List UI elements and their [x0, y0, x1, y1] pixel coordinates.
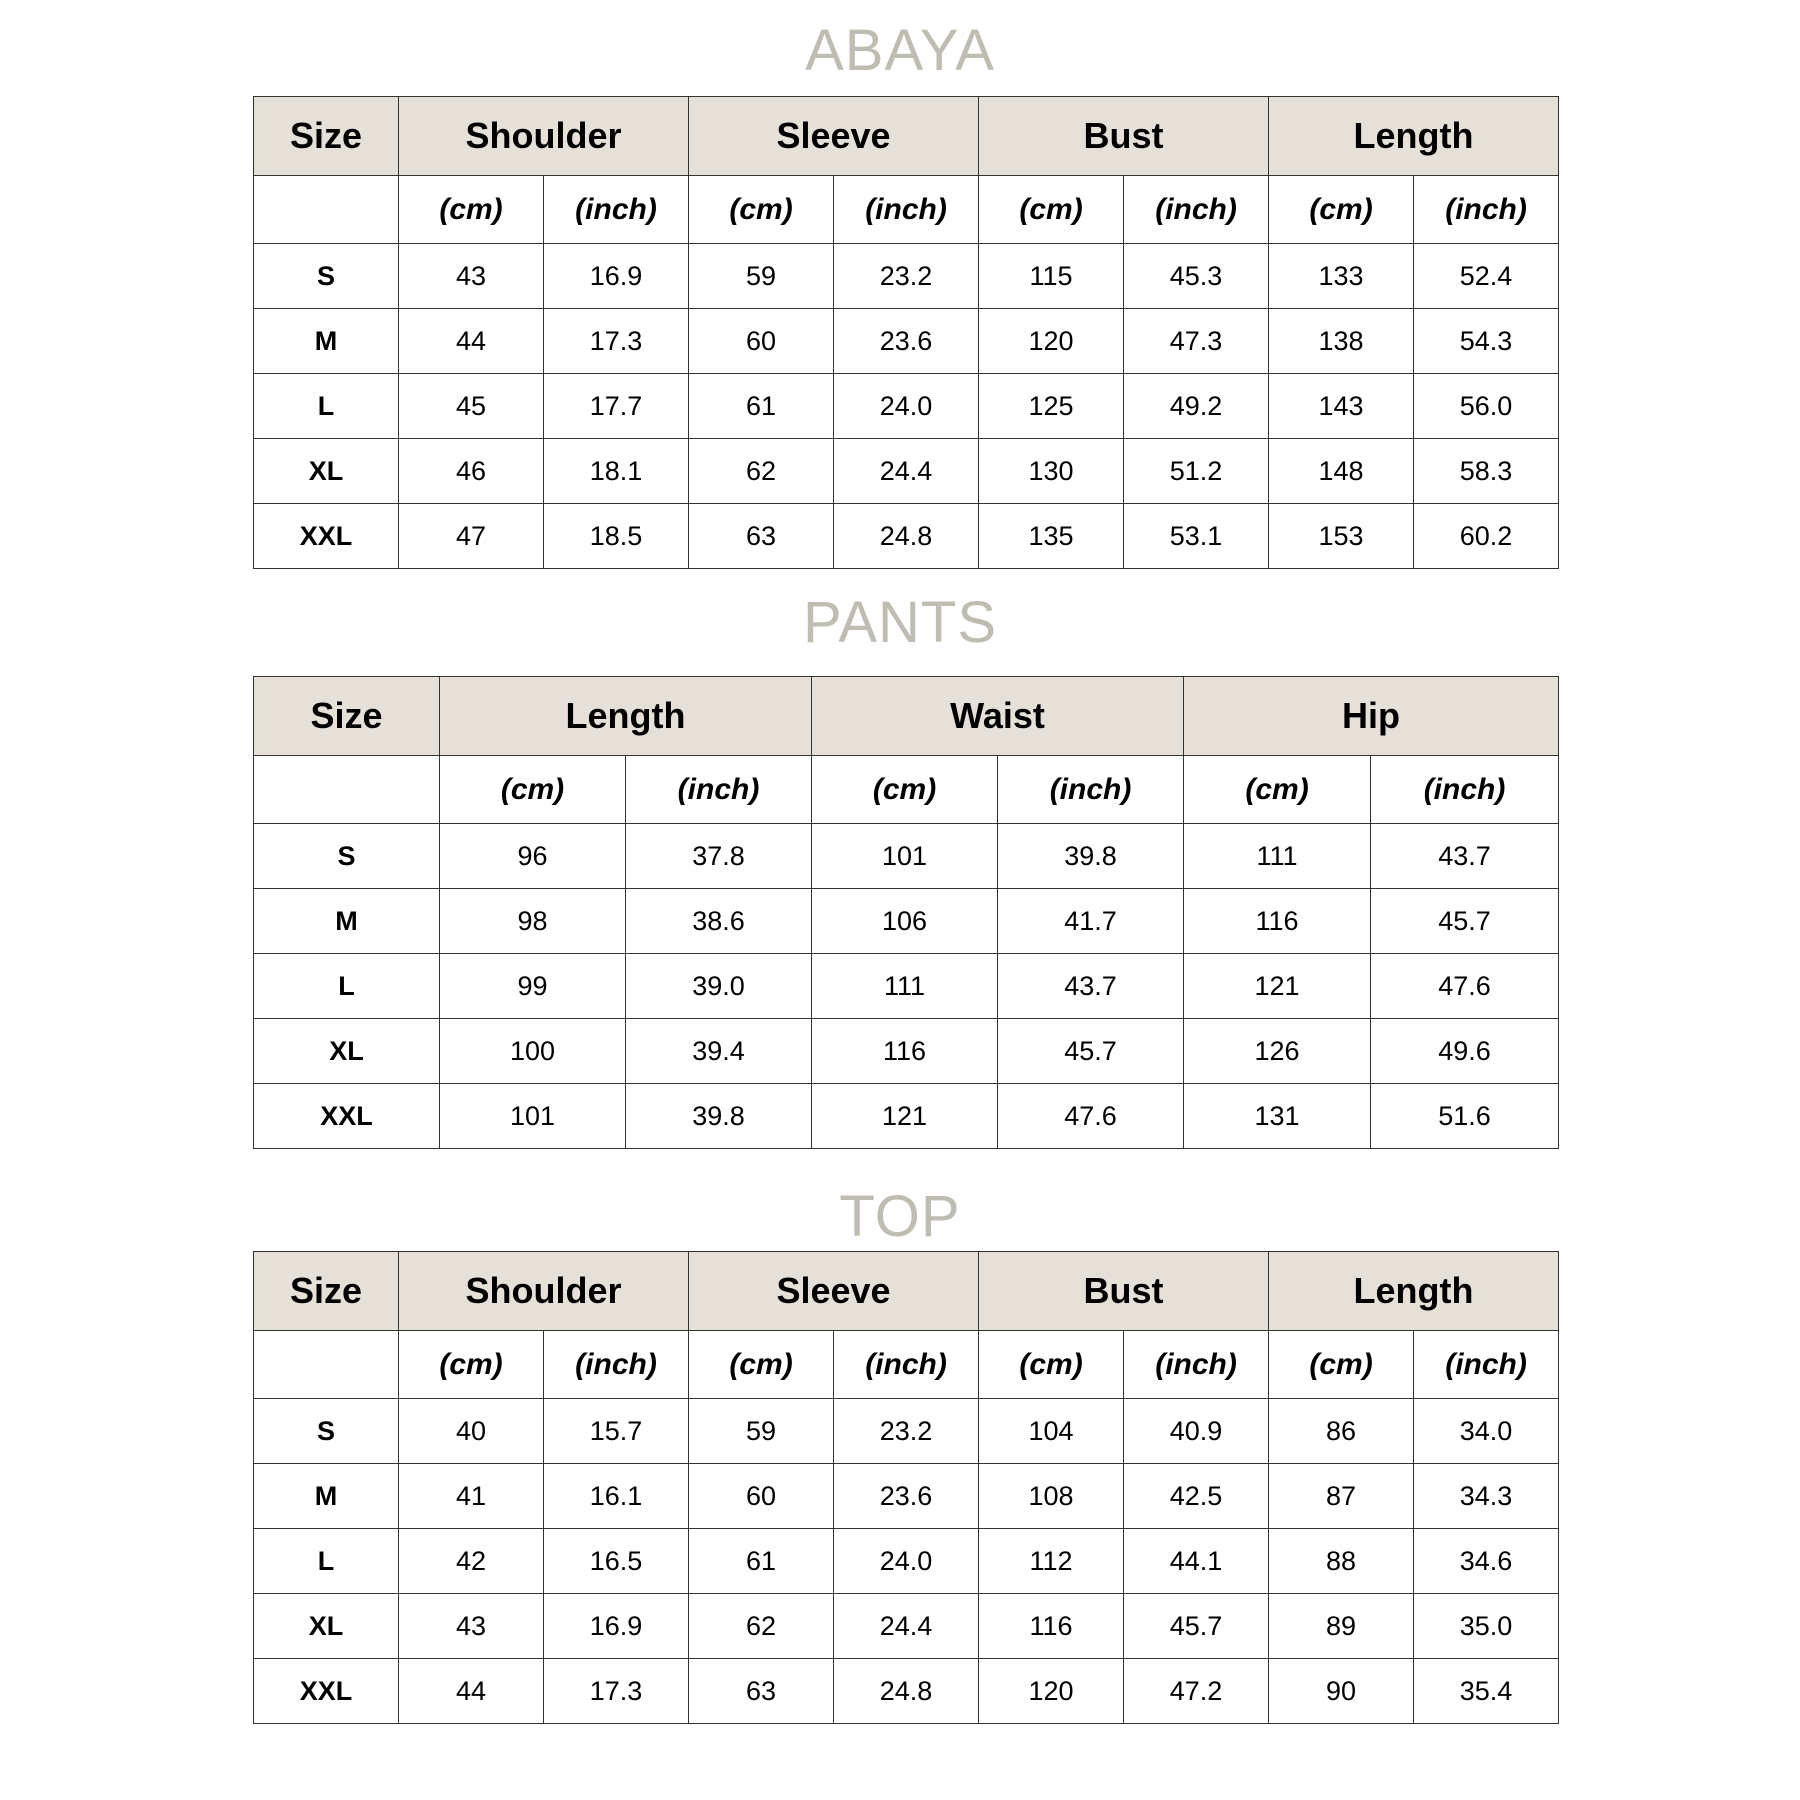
abaya-measurement-cell: 115	[979, 244, 1124, 309]
top-measurement-cell: 120	[979, 1659, 1124, 1724]
abaya-measurement-cell: 125	[979, 374, 1124, 439]
top-table-row	[254, 1399, 1559, 1464]
abaya-measurement-cell: 138	[1269, 309, 1414, 374]
top-unit-label: (inch)	[1414, 1331, 1559, 1399]
abaya-unit-label: (inch)	[1414, 176, 1559, 244]
top-measurement-cell: 90	[1269, 1659, 1414, 1724]
abaya-measurement-cell: 23.6	[834, 309, 979, 374]
pants-measurement-cell: 38.6	[626, 889, 812, 954]
abaya-group-header: Bust	[979, 97, 1269, 176]
top-size-label: S	[254, 1399, 399, 1464]
abaya-measurement-cell: 58.3	[1414, 439, 1559, 504]
top-measurement-cell: 16.1	[544, 1464, 689, 1529]
top-measurement-cell: 42.5	[1124, 1464, 1269, 1529]
pants-measurement-cell: 45.7	[1371, 889, 1559, 954]
top-measurement-cell: 41	[399, 1464, 544, 1529]
pants-measurement-cell: 99	[440, 954, 626, 1019]
top-measurement-cell: 89	[1269, 1594, 1414, 1659]
pants-size-label: S	[254, 824, 440, 889]
abaya-measurement-cell: 47.3	[1124, 309, 1269, 374]
abaya-measurement-cell: 23.2	[834, 244, 979, 309]
pants-measurement-cell: 43.7	[998, 954, 1184, 1019]
abaya-measurement-cell: 45.3	[1124, 244, 1269, 309]
pants-group-header: Length	[440, 677, 812, 756]
top-size-table	[253, 1251, 1559, 1724]
abaya-unit-label: (cm)	[689, 176, 834, 244]
pants-size-label: L	[254, 954, 440, 1019]
abaya-measurement-cell: 18.1	[544, 439, 689, 504]
top-measurement-cell: 24.8	[834, 1659, 979, 1724]
abaya-measurement-cell: 148	[1269, 439, 1414, 504]
top-measurement-cell: 104	[979, 1399, 1124, 1464]
pants-unit-label: (cm)	[1184, 756, 1371, 824]
abaya-unit-label: (cm)	[1269, 176, 1414, 244]
abaya-group-header: Sleeve	[689, 97, 979, 176]
pants-measurement-cell: 121	[812, 1084, 998, 1149]
top-unit-label: (cm)	[979, 1331, 1124, 1399]
pants-measurement-cell: 100	[440, 1019, 626, 1084]
top-measurement-cell: 45.7	[1124, 1594, 1269, 1659]
abaya-unit-row	[254, 176, 1559, 244]
top-unit-label: (cm)	[399, 1331, 544, 1399]
pants-size-header: Size	[254, 677, 440, 756]
pants-title: PANTS	[802, 590, 998, 655]
top-size-header: Size	[254, 1252, 399, 1331]
top-size-label: XL	[254, 1594, 399, 1659]
top-measurement-cell: 34.3	[1414, 1464, 1559, 1529]
pants-table-row	[254, 824, 1559, 889]
abaya-measurement-cell: 24.0	[834, 374, 979, 439]
pants-table-row	[254, 954, 1559, 1019]
abaya-header-row	[254, 97, 1559, 176]
pants-measurement-cell: 47.6	[1371, 954, 1559, 1019]
pants-measurement-cell: 111	[1184, 824, 1371, 889]
abaya-size-label: S	[254, 244, 399, 309]
abaya-measurement-cell: 46	[399, 439, 544, 504]
top-unit-label: (inch)	[1124, 1331, 1269, 1399]
abaya-unit-label: (inch)	[1124, 176, 1269, 244]
abaya-measurement-cell: 16.9	[544, 244, 689, 309]
abaya-measurement-cell: 130	[979, 439, 1124, 504]
top-measurement-cell: 47.2	[1124, 1659, 1269, 1724]
abaya-measurement-cell: 56.0	[1414, 374, 1559, 439]
abaya-measurement-cell: 49.2	[1124, 374, 1269, 439]
abaya-measurement-cell: 18.5	[544, 504, 689, 569]
top-measurement-cell: 35.4	[1414, 1659, 1559, 1724]
pants-table-row	[254, 889, 1559, 954]
abaya-measurement-cell: 60.2	[1414, 504, 1559, 569]
top-measurement-cell: 34.6	[1414, 1529, 1559, 1594]
top-measurement-cell: 42	[399, 1529, 544, 1594]
abaya-unit-blank	[254, 176, 399, 244]
top-measurement-cell: 62	[689, 1594, 834, 1659]
top-measurement-cell: 16.5	[544, 1529, 689, 1594]
top-unit-label: (cm)	[689, 1331, 834, 1399]
abaya-size-label: XXL	[254, 504, 399, 569]
pants-measurement-cell: 116	[1184, 889, 1371, 954]
top-size-label: XXL	[254, 1659, 399, 1724]
pants-measurement-cell: 39.4	[626, 1019, 812, 1084]
abaya-unit-label: (inch)	[544, 176, 689, 244]
pants-table-row	[254, 1019, 1559, 1084]
top-group-header: Length	[1269, 1252, 1559, 1331]
top-measurement-cell: 59	[689, 1399, 834, 1464]
abaya-measurement-cell: 153	[1269, 504, 1414, 569]
pants-measurement-cell: 106	[812, 889, 998, 954]
top-table-row	[254, 1464, 1559, 1529]
top-size-label: M	[254, 1464, 399, 1529]
abaya-measurement-cell: 47	[399, 504, 544, 569]
abaya-size-label: XL	[254, 439, 399, 504]
pants-measurement-cell: 45.7	[998, 1019, 1184, 1084]
top-table-row	[254, 1659, 1559, 1724]
pants-measurement-cell: 37.8	[626, 824, 812, 889]
abaya-table-row	[254, 504, 1559, 569]
top-measurement-cell: 16.9	[544, 1594, 689, 1659]
abaya-measurement-cell: 45	[399, 374, 544, 439]
pants-measurement-cell: 101	[440, 1084, 626, 1149]
top-measurement-cell: 87	[1269, 1464, 1414, 1529]
pants-measurement-cell: 51.6	[1371, 1084, 1559, 1149]
abaya-size-table	[253, 96, 1559, 569]
top-measurement-cell: 60	[689, 1464, 834, 1529]
pants-table-row	[254, 1084, 1559, 1149]
pants-measurement-cell: 131	[1184, 1084, 1371, 1149]
abaya-size-label: M	[254, 309, 399, 374]
pants-measurement-cell: 96	[440, 824, 626, 889]
pants-size-label: XL	[254, 1019, 440, 1084]
abaya-unit-label: (cm)	[979, 176, 1124, 244]
top-group-header: Shoulder	[399, 1252, 689, 1331]
abaya-measurement-cell: 17.7	[544, 374, 689, 439]
top-unit-row	[254, 1331, 1559, 1399]
abaya-measurement-cell: 24.4	[834, 439, 979, 504]
abaya-measurement-cell: 63	[689, 504, 834, 569]
abaya-unit-label: (cm)	[399, 176, 544, 244]
top-measurement-cell: 63	[689, 1659, 834, 1724]
pants-measurement-cell: 98	[440, 889, 626, 954]
top-measurement-cell: 34.0	[1414, 1399, 1559, 1464]
top-measurement-cell: 40.9	[1124, 1399, 1269, 1464]
pants-measurement-cell: 39.0	[626, 954, 812, 1019]
top-measurement-cell: 44	[399, 1659, 544, 1724]
abaya-measurement-cell: 44	[399, 309, 544, 374]
pants-unit-label: (inch)	[1371, 756, 1559, 824]
pants-size-label: XXL	[254, 1084, 440, 1149]
abaya-size-header: Size	[254, 97, 399, 176]
abaya-measurement-cell: 17.3	[544, 309, 689, 374]
top-measurement-cell: 88	[1269, 1529, 1414, 1594]
abaya-measurement-cell: 54.3	[1414, 309, 1559, 374]
top-unit-label: (inch)	[544, 1331, 689, 1399]
abaya-table-row	[254, 309, 1559, 374]
abaya-measurement-cell: 52.4	[1414, 244, 1559, 309]
top-measurement-cell: 86	[1269, 1399, 1414, 1464]
top-measurement-cell: 116	[979, 1594, 1124, 1659]
abaya-measurement-cell: 120	[979, 309, 1124, 374]
pants-measurement-cell: 121	[1184, 954, 1371, 1019]
top-group-header: Bust	[979, 1252, 1269, 1331]
top-measurement-cell: 43	[399, 1594, 544, 1659]
top-measurement-cell: 35.0	[1414, 1594, 1559, 1659]
abaya-measurement-cell: 59	[689, 244, 834, 309]
top-measurement-cell: 17.3	[544, 1659, 689, 1724]
top-measurement-cell: 15.7	[544, 1399, 689, 1464]
abaya-measurement-cell: 60	[689, 309, 834, 374]
pants-measurement-cell: 126	[1184, 1019, 1371, 1084]
pants-measurement-cell: 101	[812, 824, 998, 889]
top-header-row	[254, 1252, 1559, 1331]
top-measurement-cell: 61	[689, 1529, 834, 1594]
pants-measurement-cell: 41.7	[998, 889, 1184, 954]
abaya-table-row	[254, 374, 1559, 439]
top-group-header: Sleeve	[689, 1252, 979, 1331]
pants-unit-label: (cm)	[812, 756, 998, 824]
top-measurement-cell: 108	[979, 1464, 1124, 1529]
top-unit-label: (inch)	[834, 1331, 979, 1399]
pants-group-header: Hip	[1184, 677, 1559, 756]
pants-unit-label: (inch)	[626, 756, 812, 824]
abaya-measurement-cell: 51.2	[1124, 439, 1269, 504]
pants-measurement-cell: 116	[812, 1019, 998, 1084]
top-measurement-cell: 44.1	[1124, 1529, 1269, 1594]
top-measurement-cell: 24.0	[834, 1529, 979, 1594]
top-unit-label: (cm)	[1269, 1331, 1414, 1399]
abaya-measurement-cell: 133	[1269, 244, 1414, 309]
abaya-group-header: Shoulder	[399, 97, 689, 176]
abaya-measurement-cell: 24.8	[834, 504, 979, 569]
abaya-unit-label: (inch)	[834, 176, 979, 244]
pants-measurement-cell: 47.6	[998, 1084, 1184, 1149]
abaya-title: ABAYA	[805, 18, 995, 83]
top-measurement-cell: 23.6	[834, 1464, 979, 1529]
pants-measurement-cell: 43.7	[1371, 824, 1559, 889]
abaya-table-row	[254, 244, 1559, 309]
pants-unit-label: (cm)	[440, 756, 626, 824]
pants-unit-row	[254, 756, 1559, 824]
pants-unit-blank	[254, 756, 440, 824]
top-measurement-cell: 23.2	[834, 1399, 979, 1464]
abaya-measurement-cell: 62	[689, 439, 834, 504]
pants-unit-label: (inch)	[998, 756, 1184, 824]
pants-measurement-cell: 39.8	[626, 1084, 812, 1149]
pants-size-table	[253, 676, 1559, 1149]
abaya-measurement-cell: 143	[1269, 374, 1414, 439]
top-size-label: L	[254, 1529, 399, 1594]
top-measurement-cell: 24.4	[834, 1594, 979, 1659]
pants-group-header: Waist	[812, 677, 1184, 756]
pants-size-label: M	[254, 889, 440, 954]
pants-header-row	[254, 677, 1559, 756]
top-title: TOP	[839, 1184, 961, 1249]
abaya-size-label: L	[254, 374, 399, 439]
abaya-measurement-cell: 61	[689, 374, 834, 439]
top-measurement-cell: 40	[399, 1399, 544, 1464]
pants-measurement-cell: 111	[812, 954, 998, 1019]
pants-measurement-cell: 49.6	[1371, 1019, 1559, 1084]
abaya-table-row	[254, 439, 1559, 504]
top-measurement-cell: 112	[979, 1529, 1124, 1594]
pants-measurement-cell: 39.8	[998, 824, 1184, 889]
abaya-group-header: Length	[1269, 97, 1559, 176]
abaya-measurement-cell: 53.1	[1124, 504, 1269, 569]
top-table-row	[254, 1594, 1559, 1659]
abaya-measurement-cell: 135	[979, 504, 1124, 569]
abaya-measurement-cell: 43	[399, 244, 544, 309]
top-table-row	[254, 1529, 1559, 1594]
top-unit-blank	[254, 1331, 399, 1399]
